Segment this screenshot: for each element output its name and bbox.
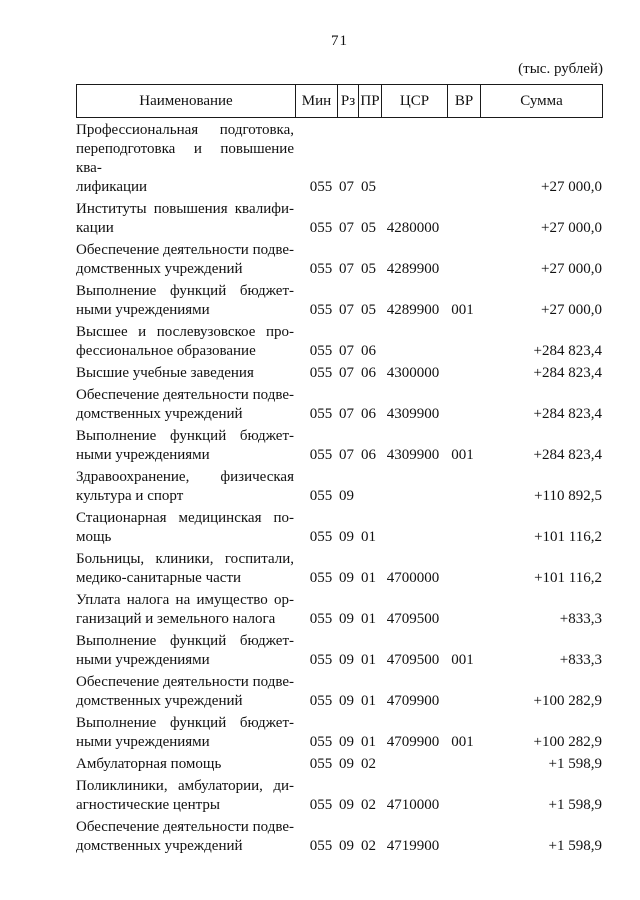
table-row [76,386,603,424]
header-cell-sum: Сумма [480,85,602,117]
row-sum-value: +284 823,4 [533,447,602,463]
row-name-cell: Институты повышения квалифи- кации [76,201,294,236]
table-row [76,818,603,856]
row-rz-code: 07 [339,179,354,195]
table-header-row [76,84,603,118]
row-name-cell: Обеспечение деятельности подве- домственных учреждений [76,242,294,277]
table-row [76,550,603,588]
row-csr-code: 4289900 [386,302,440,318]
table-row [76,364,603,383]
row-min-code: 055 [309,734,333,750]
row-min-code: 055 [309,365,333,381]
table-body [76,121,603,856]
page-number: 71 [331,33,348,49]
row-pr-code: 02 [361,797,376,813]
row-pr-code: 05 [361,179,376,195]
row-rz-code: 09 [339,652,354,668]
table-row [76,591,603,629]
row-rz-code: 07 [339,343,354,359]
table-row [76,241,603,279]
row-min-code: 055 [309,570,333,586]
row-csr-code: 4700000 [386,570,440,586]
row-min-code: 055 [309,797,333,813]
row-min-code: 055 [309,302,333,318]
table-row [76,714,603,752]
row-sum-value: +101 116,2 [534,529,602,545]
row-name-cell: Выполнение функций бюджет- ными учреждениями [76,283,294,318]
table-row [76,673,603,711]
table-row [76,121,603,197]
row-rz-code: 09 [339,734,354,750]
row-csr-code: 4709500 [386,652,440,668]
row-name-cell: Обеспечение деятельности подве- домственных учреждений [76,819,294,854]
row-name-cell: Амбулаторная помощь [76,756,222,772]
row-rz-code: 09 [339,529,354,545]
table-row [76,282,603,320]
row-pr-code: 01 [361,611,376,627]
header-cell-min: Мин [295,85,337,117]
row-pr-code: 01 [361,693,376,709]
row-csr-code: 4300000 [386,365,440,381]
row-rz-code: 07 [339,365,354,381]
row-csr-code: 4709900 [386,734,440,750]
row-vr-code: 001 [451,652,474,668]
row-name-cell: Уплата налога на имущество ор- ганизаций и земельного налога [76,592,294,627]
row-sum-value: +100 282,9 [533,693,602,709]
table-row [76,200,603,238]
row-name-cell: Здравоохранение, физическая культура и спорт [76,469,294,504]
row-csr-code: 4309900 [386,447,440,463]
row-pr-code: 06 [361,447,376,463]
row-pr-code: 01 [361,570,376,586]
row-sum-value: +284 823,4 [533,406,602,422]
row-rz-code: 07 [339,302,354,318]
row-rz-code: 07 [339,220,354,236]
row-rz-code: 09 [339,838,354,854]
row-pr-code: 01 [361,529,376,545]
row-pr-code: 06 [361,343,376,359]
row-csr-code: 4710000 [386,797,440,813]
row-name-cell: Выполнение функций бюджет- ными учреждениями [76,633,294,668]
row-name-cell: Обеспечение деятельности подве- домственных учреждений [76,387,294,422]
row-min-code: 055 [309,406,333,422]
row-sum-value: +1 598,9 [548,756,602,772]
row-name-cell: Выполнение функций бюджет- ными учреждениями [76,715,294,750]
row-pr-code: 05 [361,220,376,236]
row-name-cell: Больницы, клиники, госпитали, медико-санитарные части [76,551,294,586]
row-min-code: 055 [309,756,333,772]
table-row [76,427,603,465]
row-csr-code: 4719900 [386,838,440,854]
row-pr-code: 05 [361,302,376,318]
row-sum-value: +27 000,0 [541,179,602,195]
row-rz-code: 09 [339,797,354,813]
row-sum-value: +101 116,2 [534,570,602,586]
row-csr-code: 4280000 [386,220,440,236]
header-cell-csr: ЦСР [381,85,447,117]
row-min-code: 055 [309,529,333,545]
row-pr-code: 06 [361,406,376,422]
row-min-code: 055 [309,343,333,359]
header-cell-pr: ПР [358,85,381,117]
header-cell-vr: ВР [447,85,480,117]
row-csr-code: 4289900 [386,261,440,277]
row-rz-code: 07 [339,447,354,463]
table-row [76,632,603,670]
row-sum-value: +833,3 [559,652,602,668]
row-name-cell: Выполнение функций бюджет- ными учреждениями [76,428,294,463]
row-pr-code: 06 [361,365,376,381]
row-sum-value: +1 598,9 [548,797,602,813]
row-pr-code: 01 [361,652,376,668]
row-min-code: 055 [309,179,333,195]
row-sum-value: +833,3 [559,611,602,627]
row-sum-value: +27 000,0 [541,220,602,236]
row-name-cell: Высшее и послевузовское про- фессиональное образование [76,324,294,359]
row-rz-code: 07 [339,261,354,277]
row-min-code: 055 [309,693,333,709]
row-min-code: 055 [309,652,333,668]
row-sum-value: +110 892,5 [534,488,602,504]
row-pr-code: 05 [361,261,376,277]
row-pr-code: 02 [361,838,376,854]
row-rz-code: 07 [339,406,354,422]
row-vr-code: 001 [451,734,474,750]
row-rz-code: 09 [339,693,354,709]
row-sum-value: +27 000,0 [541,261,602,277]
table-row [76,323,603,361]
row-csr-code: 4709900 [386,693,440,709]
units-label: (тыс. рублей) [518,61,603,77]
table-row [76,468,603,506]
row-vr-code: 001 [451,447,474,463]
row-min-code: 055 [309,220,333,236]
row-rz-code: 09 [339,611,354,627]
row-min-code: 055 [309,261,333,277]
table-row [76,509,603,547]
row-name-cell: Стационарная медицинская по- мощь [76,510,294,545]
row-name-cell: Обеспечение деятельности подве- домственных учреждений [76,674,294,709]
row-pr-code: 02 [361,756,376,772]
row-min-code: 055 [309,838,333,854]
row-sum-value: +27 000,0 [541,302,602,318]
row-sum-value: +284 823,4 [533,343,602,359]
row-sum-value: +284 823,4 [533,365,602,381]
row-vr-code: 001 [451,302,474,318]
row-min-code: 055 [309,488,333,504]
row-csr-code: 4309900 [386,406,440,422]
row-sum-value: +100 282,9 [533,734,602,750]
row-name-cell: Профессиональная подготовка, переподготовка и повышение ква- лификации [76,122,294,195]
row-rz-code: 09 [339,488,354,504]
row-sum-value: +1 598,9 [548,838,602,854]
header-cell-rz: Рз [337,85,358,117]
header-cell-name: Наименование [139,92,233,109]
row-pr-code: 01 [361,734,376,750]
row-rz-code: 09 [339,570,354,586]
row-min-code: 055 [309,447,333,463]
row-min-code: 055 [309,611,333,627]
row-rz-code: 09 [339,756,354,772]
table-row [76,777,603,815]
row-name-cell: Поликлиники, амбулатории, ди- агностические центры [76,778,294,813]
row-name-cell: Высшие учебные заведения [76,365,254,381]
row-csr-code: 4709500 [386,611,440,627]
table-row [76,755,603,774]
